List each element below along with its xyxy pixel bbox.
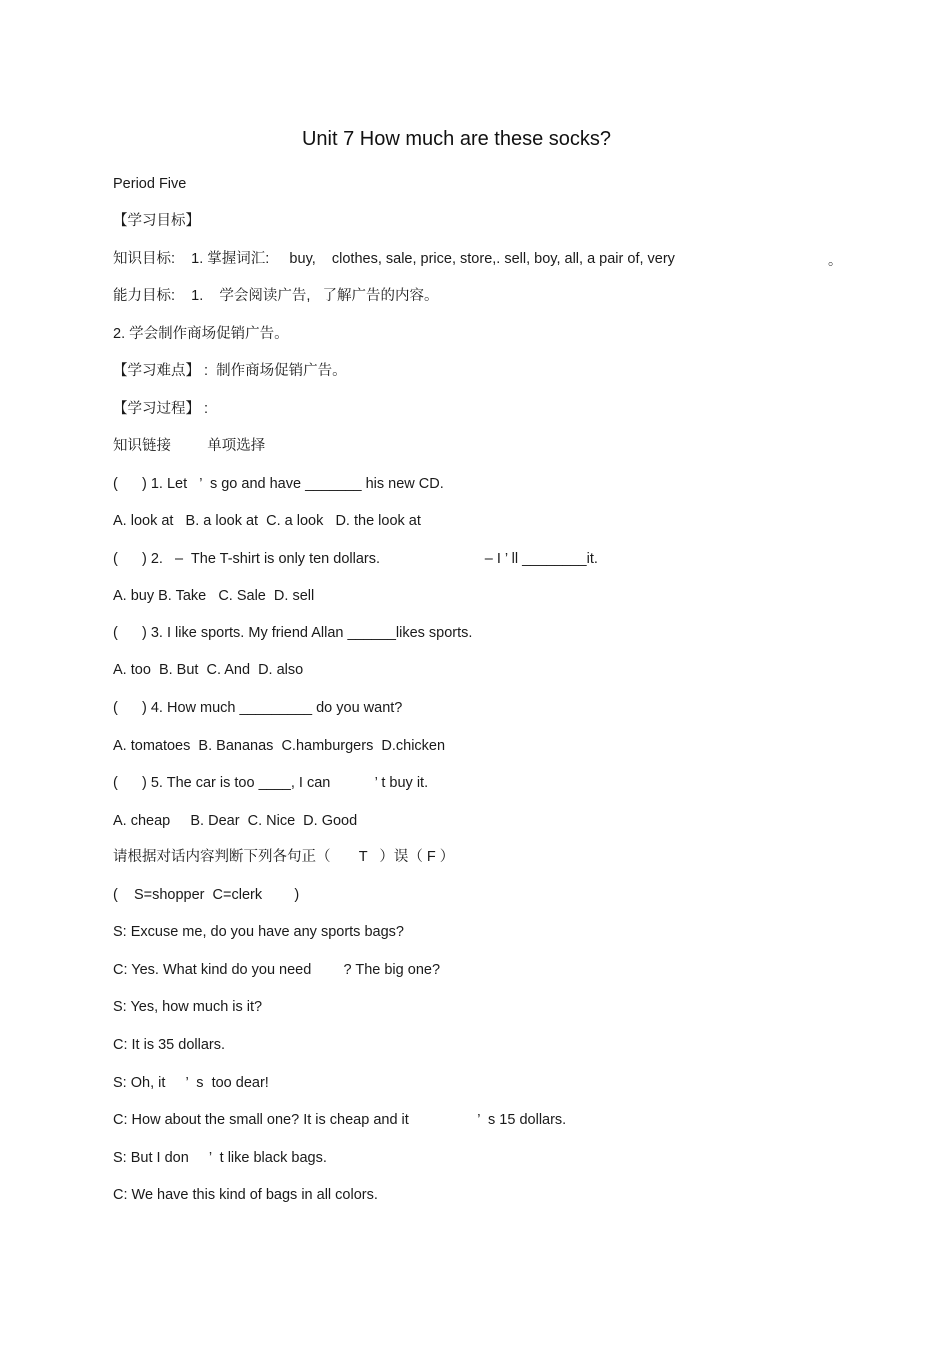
knowledge-objective-end-mark: 。	[828, 252, 842, 268]
question-5-options: A. cheap B. Dear C. Nice D. Good	[113, 813, 358, 829]
question-4-options: A. tomatoes B. Bananas C.hamburgers D.chicken	[113, 738, 446, 754]
ability-objective-1: 能力目标: 1. 学会阅读广告, 了解广告的内容。	[113, 288, 439, 304]
knowledge-objective: 知识目标: 1. 掌握词汇: buy, clothes, sale, price, store,. sell, boy, all, a pair of, very	[113, 251, 675, 267]
dialogue-line-5: S: Oh, it ’ s too dear!	[113, 1075, 269, 1091]
period-label: Period Five	[113, 176, 187, 192]
true-false-instruction: 请根据对话内容判断下列各句正（ T ）误（ F ）	[113, 849, 455, 865]
question-3: ( ) 3. I like sports. My friend Allan ______likes sports.	[113, 625, 473, 641]
dialogue-line-2: C: Yes. What kind do you need ? The big one?	[113, 962, 441, 978]
section-objectives: 【学习目标】	[113, 213, 200, 229]
ability-objective-2: 2. 学会制作商场促销广告。	[113, 326, 289, 342]
dialogue-line-7: S: But I don ’ t like black bags.	[113, 1150, 327, 1166]
document-title: Unit 7 How much are these socks?	[301, 128, 612, 150]
question-2: ( ) 2. – The T-shirt is only ten dollars. – I ’ ll ________it.	[113, 551, 598, 567]
dialogue-line-6: C: How about the small one? It is cheap and it ’ s 15 dollars.	[113, 1112, 567, 1128]
question-3-options: A. too B. But C. And D. also	[113, 662, 304, 678]
dialogue-line-8: C: We have this kind of bags in all colors.	[113, 1187, 378, 1203]
question-4: ( ) 4. How much _________ do you want?	[113, 700, 403, 716]
question-1: ( ) 1. Let ’ s go and have _______ his new CD.	[113, 476, 444, 492]
question-5: ( ) 5. The car is too ____, I can ’ t buy it.	[113, 775, 429, 791]
question-1-options: A. look at B. a look at C. a look D. the look at	[113, 513, 421, 529]
dialogue-line-1: S: Excuse me, do you have any sports bags?	[113, 924, 404, 940]
dialogue-line-3: S: Yes, how much is it?	[113, 999, 263, 1015]
section-process: 【学习过程】 :	[113, 401, 209, 417]
dialogue-line-4: C: It is 35 dollars.	[113, 1037, 226, 1053]
section-difficulty: 【学习难点】 : 制作商场促销广告。	[113, 363, 347, 379]
knowledge-link: 知识链接 单项选择	[113, 438, 266, 454]
question-2-options: A. buy B. Take C. Sale D. sell	[113, 588, 315, 604]
dialogue-legend: ( S=shopper C=clerk )	[113, 887, 300, 903]
